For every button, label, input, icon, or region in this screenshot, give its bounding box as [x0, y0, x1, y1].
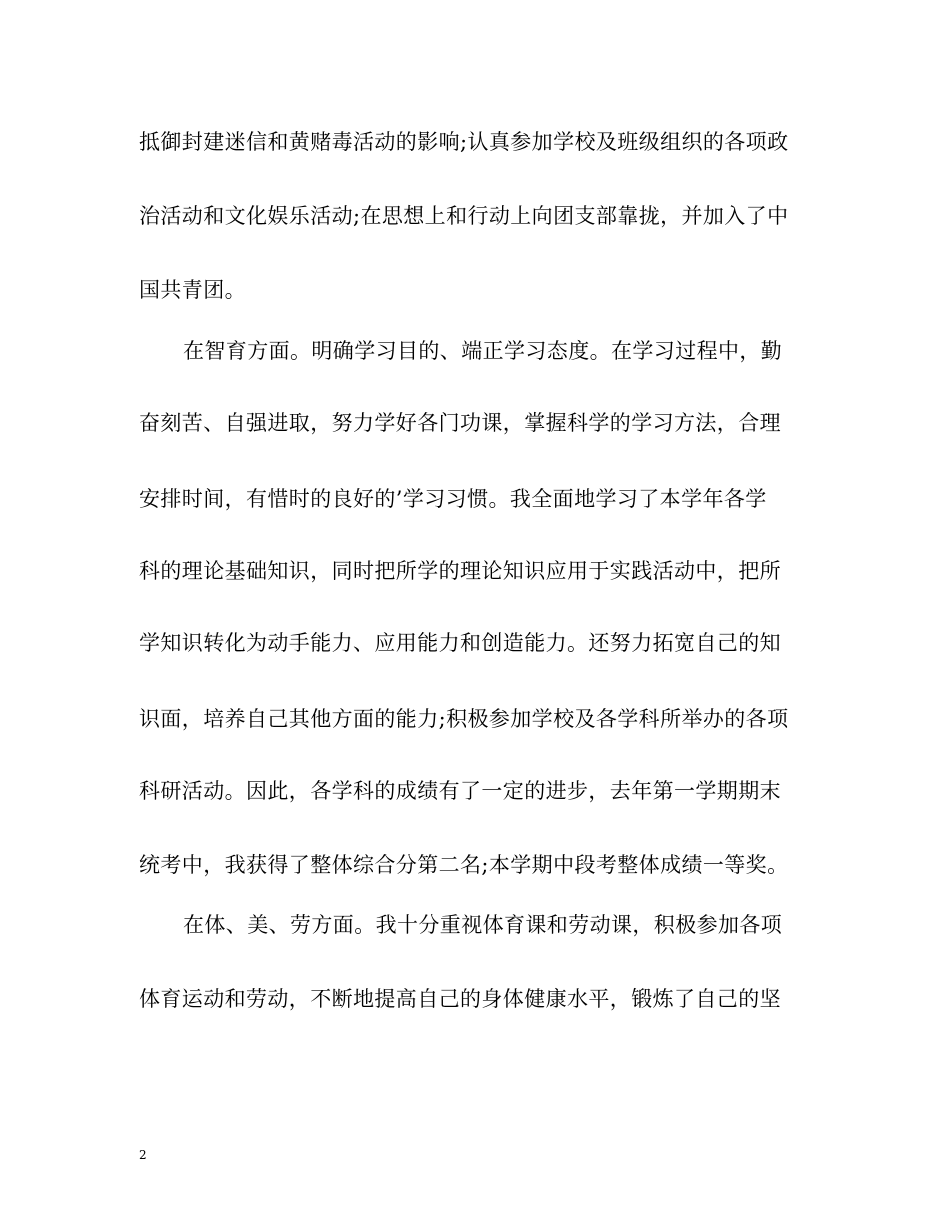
page-number: 2 [139, 1148, 147, 1162]
text-line: 抵御封建迷信和黄赌毒活动的影响;认真参加学校及班级组织的各项政 [139, 130, 789, 154]
text-line: 科研活动。因此，各学科的成绩有了一定的进步，去年第一学期期末 [139, 779, 781, 803]
text-line: 奋刻苦、自强进取，努力学好各门功课，掌握科学的学习方法，合理 [139, 411, 781, 435]
paragraph-start-line: 在智育方面。明确学习目的、端正学习态度。在学习过程中，勤 [183, 339, 783, 363]
text-line: 安排时间，有惜时的良好的’学习习惯。我全面地学习了本学年各学 [139, 487, 767, 511]
text-line: 识面，培养自己其他方面的能力;积极参加学校及各学科所举办的各项 [139, 707, 789, 731]
text-line: 治活动和文化娱乐活动;在思想上和行动上向团支部靠拢，并加入了中 [139, 204, 789, 228]
text-line: 国共青团。 [139, 278, 246, 302]
text-line: 学知识转化为动手能力、应用能力和创造能力。还努力拓宽自己的知 [139, 631, 781, 655]
text-line: 体育运动和劳动，不断地提高自己的身体健康水平，锻炼了自己的坚 [139, 987, 781, 1011]
text-line: 统考中，我获得了整体综合分第二名;本学期中段考整体成绩一等奖。 [139, 853, 789, 877]
text-line: 科的理论基础知识，同时把所学的理论知识应用于实践活动中，把所 [139, 559, 781, 583]
paragraph-start-line: 在体、美、劳方面。我十分重视体育课和劳动课，积极参加各项 [183, 913, 783, 937]
